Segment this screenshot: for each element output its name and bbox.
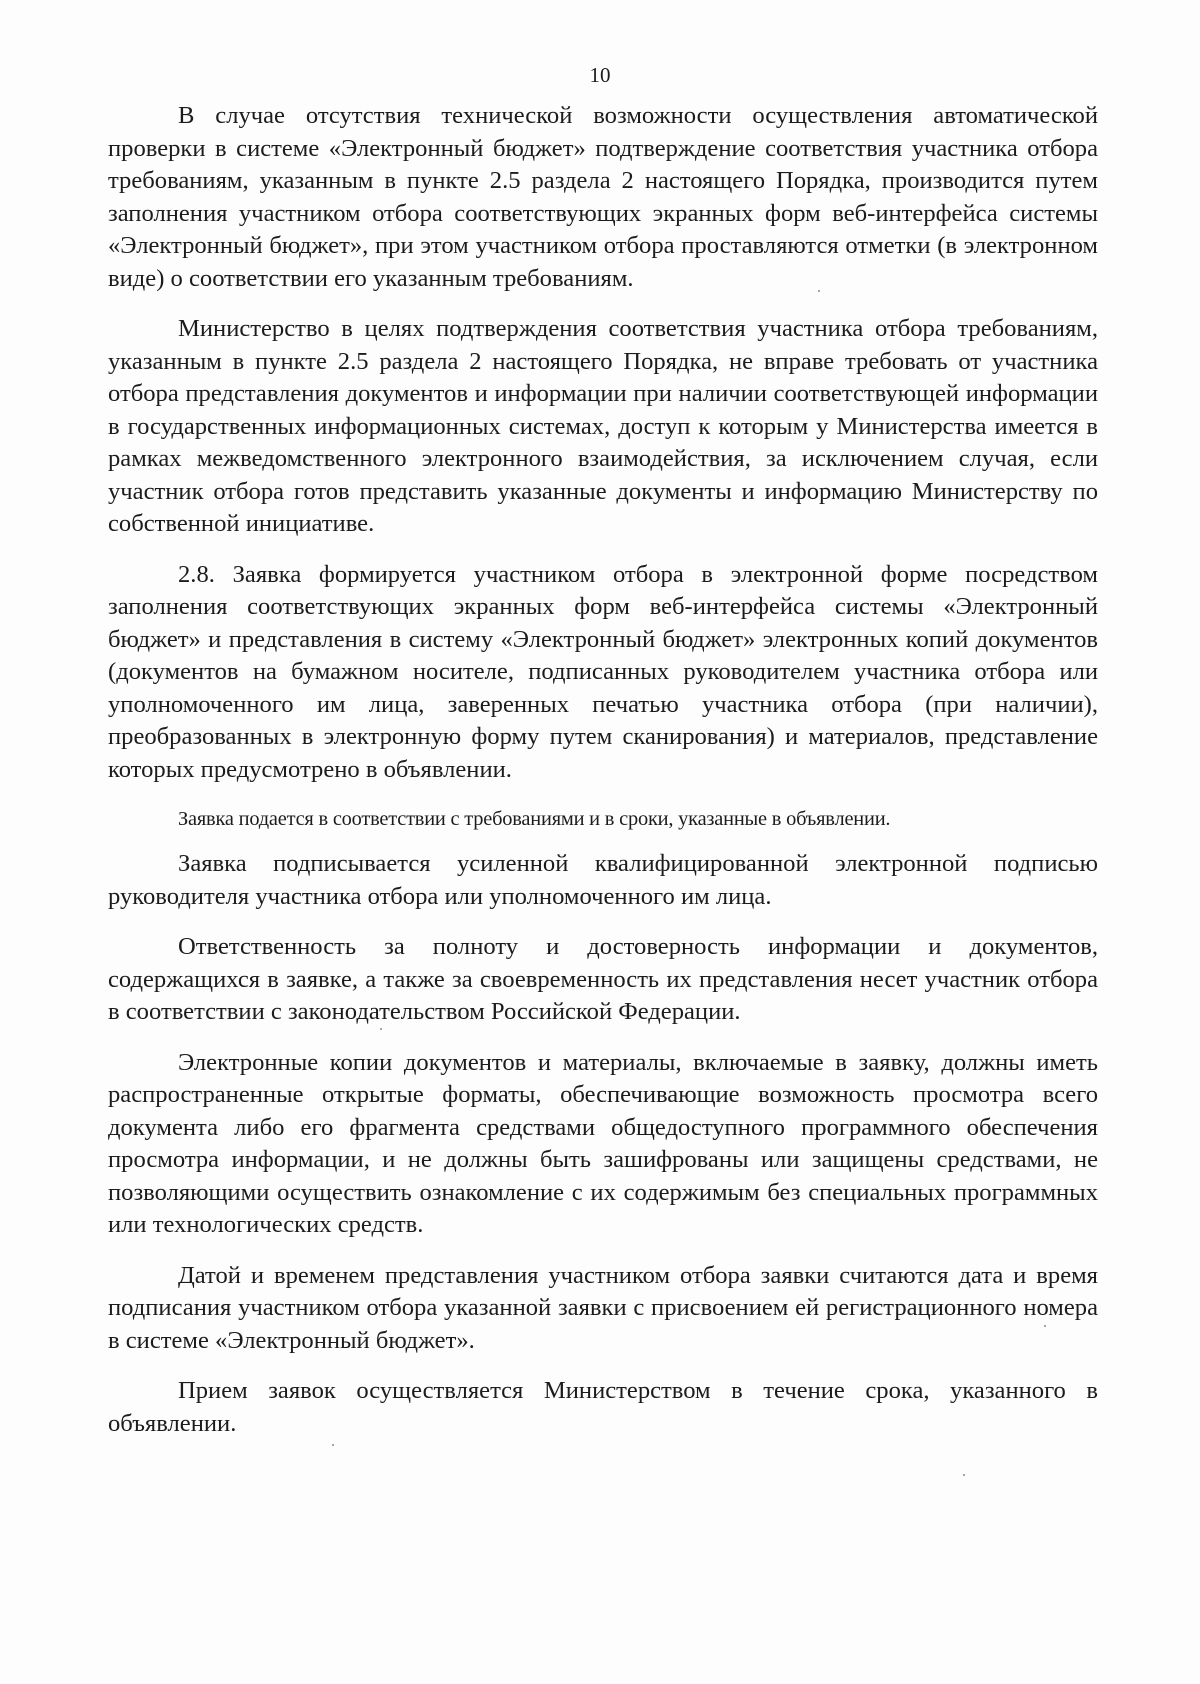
paragraph-electronic-copies-formats: Электронные копии документов и материалы, включаемые в заявку, должны иметь распространенные открытые форматы, обеспечивающие возможность просмотра всего документа либо его фрагмента средствами общедоступного программного обеспечения просмотра информации, и не должны быть зашифрованы или защищены средствами, не позволяющими осуществить ознакомление с их содержимым без специальных программных или технологических средств. xyxy=(108,1048,1098,1238)
paragraph-application-acceptance: Прием заявок осуществляется Министерством в течение срока, указанного в объявлении. xyxy=(108,1377,1098,1437)
scan-speck xyxy=(963,1474,965,1476)
paragraph-auto-check-fallback: В случае отсутствия технической возможности осуществления автоматической проверки в системе «Электронный бюджет» подтверждение соответствия участника отбора требованиям, указанным в пункте 2.5 раздела 2 настоящего Порядка, производится путем заполнения участником отбора соответствующих экранных форм веб-интерфейса системы «Электронный бюджет», при этом участником отбора проставляются отметки (в электронном виде) о соответствии его указанным требованиям. xyxy=(108,102,1098,292)
page-number: 10 xyxy=(589,63,611,87)
paragraph-responsibility: Ответственность за полноту и достоверность информации и документов, содержащихся в заявке, а также за своевременность их представления несет участник отбора в соответствии с законодательством Российской Федерации. xyxy=(108,933,1098,1025)
paragraph-2-8-application-form: 2.8. Заявка формируется участником отбора в электронной форме посредством заполнения соответствующих экранных форм веб-интерфейса системы «Электронный бюджет» и представления в систему «Электронный бюджет» электронных копий документов (документов на бумажном носителе, подписанных руководителем участника отбора или уполномоченного им лица, заверенных печатью участника отбора (при наличии), преобразованных в электронную форму путем сканирования) и материалов, представление которых предусмотрено в объявлении. xyxy=(108,560,1098,783)
paragraph-application-signature: Заявка подписывается усиленной квалифицированной электронной подписью руководителя участника отбора или уполномоченного им лица. xyxy=(108,850,1098,910)
scan-speck xyxy=(1044,1325,1046,1327)
paragraph-application-submission-terms: Заявка подается в соответствии с требованиями и в сроки, указанные в объявлении. xyxy=(178,808,891,830)
scan-speck xyxy=(818,290,820,292)
paragraph-ministry-document-request: Министерство в целях подтверждения соответствия участника отбора требованиям, указанным в пункте 2.5 раздела 2 настоящего Порядка, не вправе требовать от участника отбора представления документов и информации при наличии соответствующей информации в государственных информационных системах, доступ к которым у Министерства имеется в рамках межведомственного электронного взаимодействия, за исключением случая, если участник отбора готов представить указанные документы и информацию Министерству по собственной инициативе. xyxy=(108,315,1098,537)
document-body xyxy=(108,100,1098,1458)
paragraph-submission-date-time: Датой и временем представления участником отбора заявки считаются дата и время подписания участником отбора указанной заявки с присвоением ей регистрационного номера в системе «Электронный бюджет». xyxy=(108,1261,1098,1354)
scan-speck xyxy=(332,1444,334,1446)
scan-speck xyxy=(380,1028,382,1030)
